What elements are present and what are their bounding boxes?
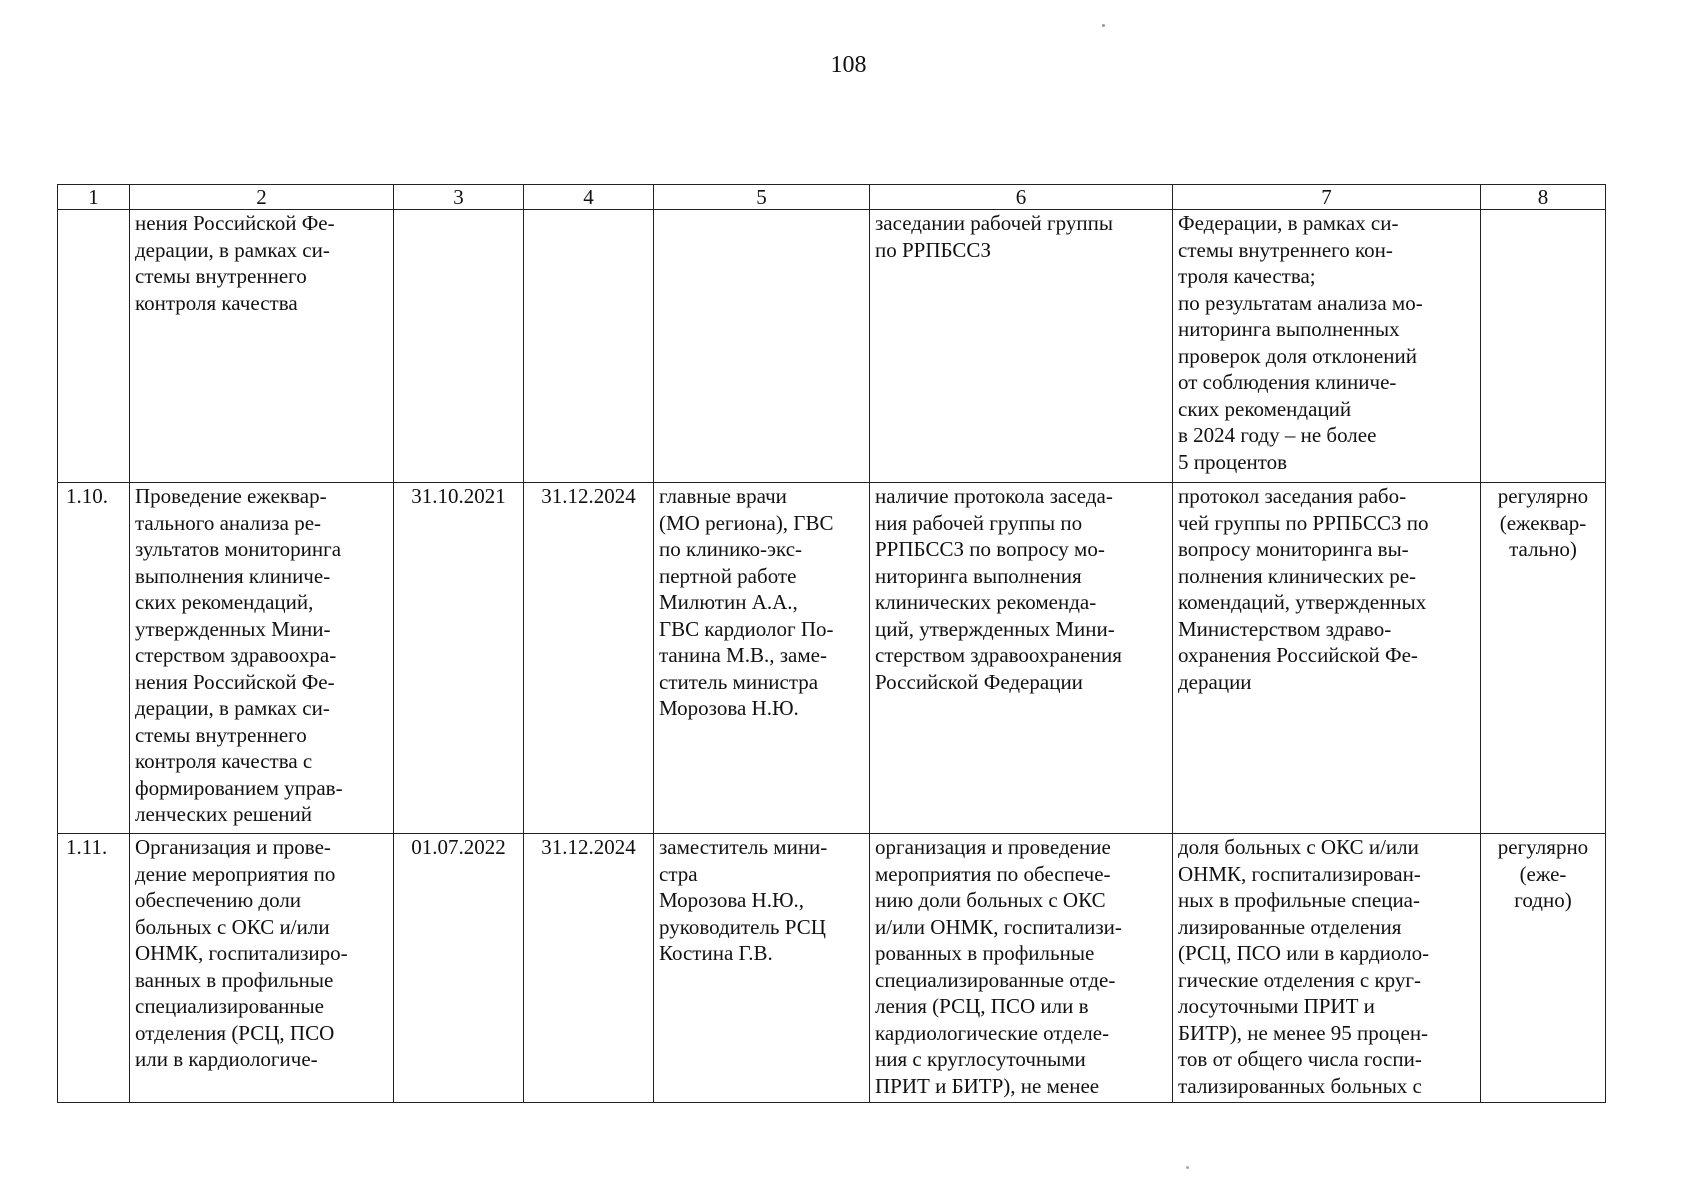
activity-cell: Организация и прове- дение мероприятия по обеспечению доли больных с ОКС и/или ОНМК, госпитализиро- ванных в профильные специализированные отделения (РСЦ, ПСО или в кардиологиче- (130, 834, 394, 1103)
expected-result-cell: организация и проведение мероприятия по обеспече- нию доли больных с ОКС и/или ОНМК, госпитализи- рованных в профильные специализированные отде- ления (РСЦ, ПСО или в кардиологические отделе- ния с круглосуточными ПРИТ и БИТР), не менее (870, 834, 1173, 1103)
indicator-cell: доля больных с ОКС и/или ОНМК, госпитализирован- ных в профильные специа- лизированные отделения (РСЦ, ПСО или в кардиоло- гические отделения с круг- лосуточными ПРИТ и БИТР), не менее 95 процен- тов от общего числа госпи- тализированных больных с (1173, 834, 1481, 1103)
start-date-cell: 01.07.2022 (394, 834, 524, 1103)
responsible-cell: заместитель мини- стра Морозова Н.Ю., руководитель РСЦ Костина Г.В. (654, 834, 870, 1103)
column-header: 1 (58, 185, 130, 210)
column-header: 4 (524, 185, 654, 210)
item-number-cell: 1.11. (58, 834, 130, 1103)
activity-cell: Проведение ежеквар- тального анализа ре- зультатов мониторинга выполнения клиниче- ских рекомендаций, утвержденных Мини- стерством здравоохра- нения Российской Фе- дерации, в рамках си- стемы внутреннего контроля качества с формированием управ- ленческих решений (130, 483, 394, 834)
activity-cell: нения Российской Фе- дерации, в рамках си- стемы внутреннего контроля качества (130, 210, 394, 483)
responsible-cell (654, 210, 870, 483)
frequency-cell (1481, 210, 1606, 483)
frequency-cell: регулярно (еже- годно) (1481, 834, 1606, 1103)
expected-result-cell: заседании рабочей группы по РРПБССЗ (870, 210, 1173, 483)
start-date-cell: 31.10.2021 (394, 483, 524, 834)
indicator-cell: протокол заседания рабо- чей группы по РРПБССЗ по вопросу мониторинга вы- полнения клинических ре- комендаций, утвержденных Министерством здраво- охранения Российской Фе- дерации (1173, 483, 1481, 834)
end-date-cell: 31.12.2024 (524, 834, 654, 1103)
item-number-cell: 1.10. (58, 483, 130, 834)
table-row (58, 483, 1606, 834)
responsible-cell: главные врачи (МО региона), ГВС по клинико-экс- пертной работе Милютин А.А., ГВС кардиолог По- танина М.В., заме- ститель министра Морозова Н.Ю. (654, 483, 870, 834)
plan-table (57, 184, 1606, 1103)
column-header: 3 (394, 185, 524, 210)
column-header: 6 (870, 185, 1173, 210)
column-header: 8 (1481, 185, 1606, 210)
scan-speck (1102, 24, 1105, 27)
column-number-header (58, 185, 1606, 210)
table-row (58, 210, 1606, 483)
indicator-cell: Федерации, в рамках си- стемы внутреннего кон- троля качества; по результатам анализа мо- ниторинга выполненных проверок доля отклонений от соблюдения клиниче- ских рекомендаций в 2024 году – не более 5 процентов (1173, 210, 1481, 483)
table-row (58, 834, 1606, 1103)
end-date-cell: 31.12.2024 (524, 483, 654, 834)
column-header: 2 (130, 185, 394, 210)
item-number-cell (58, 210, 130, 483)
start-date-cell (394, 210, 524, 483)
scan-speck (1186, 1166, 1189, 1169)
expected-result-cell: наличие протокола заседа- ния рабочей группы по РРПБССЗ по вопросу мо- ниторинга выполнения клинических рекоменда- ций, утвержденных Мини- стерством здравоохранения Российской Федерации (870, 483, 1173, 834)
end-date-cell (524, 210, 654, 483)
column-header: 5 (654, 185, 870, 210)
page-number: 108 (830, 52, 867, 78)
frequency-cell: регулярно (ежеквар- тально) (1481, 483, 1606, 834)
column-header: 7 (1173, 185, 1481, 210)
